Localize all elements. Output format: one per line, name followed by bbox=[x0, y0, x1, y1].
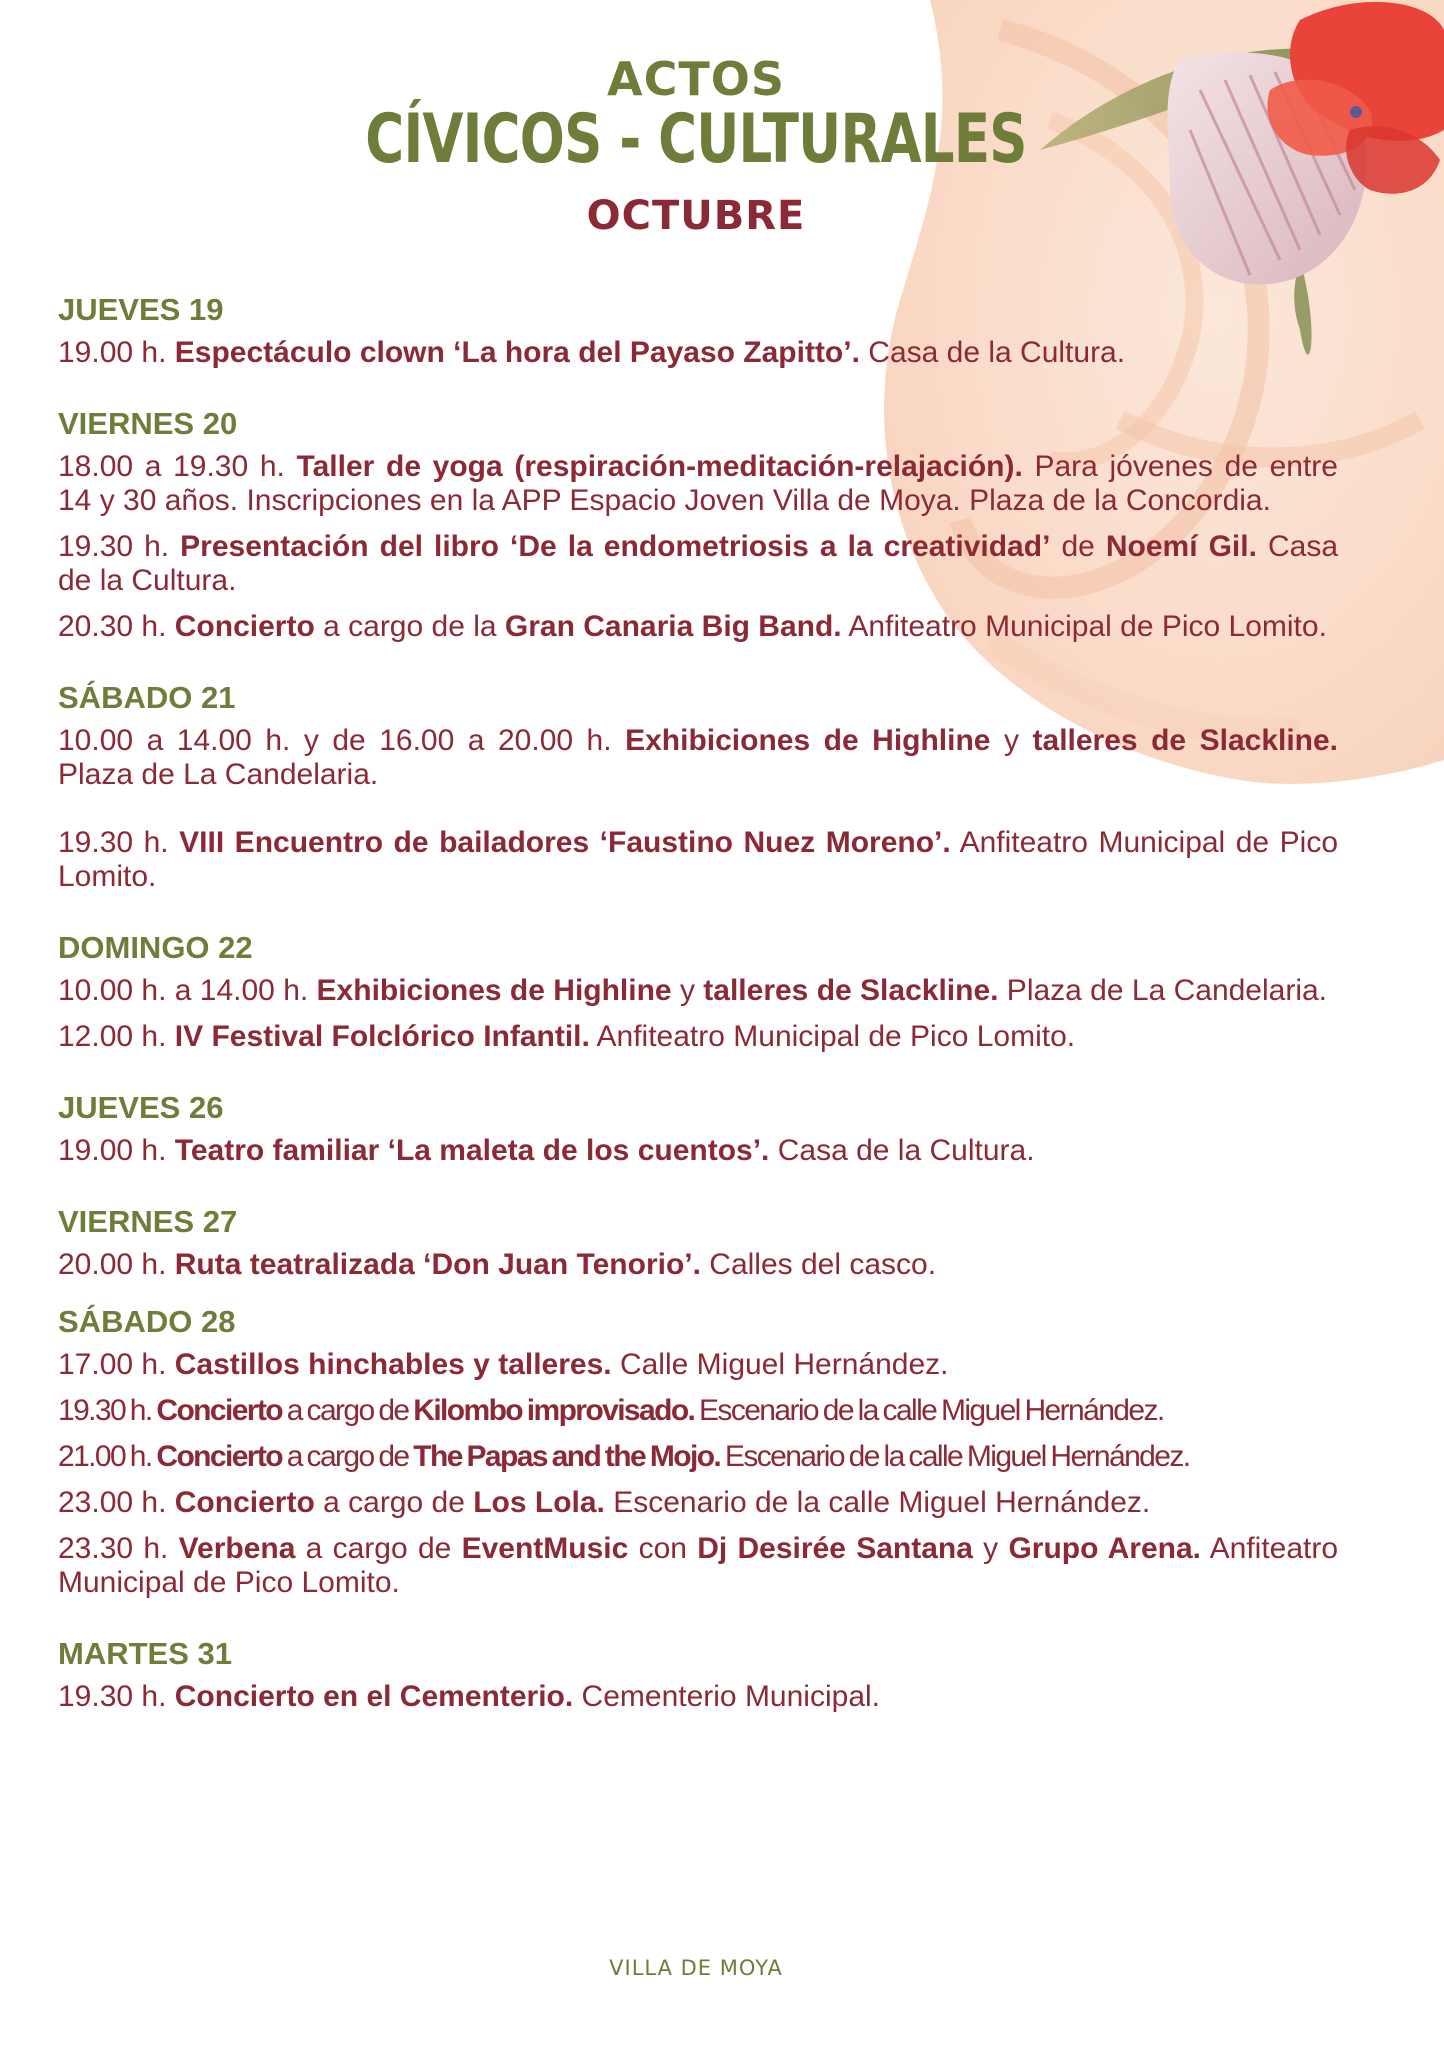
event-time: 19.30 h. bbox=[58, 530, 181, 563]
footer-villa-de-moya: VILLA DE MOYA bbox=[609, 1956, 783, 1980]
event-highlight: IV Festival Folclórico Infantil. bbox=[174, 1020, 590, 1053]
event-item bbox=[58, 450, 1338, 518]
event-highlight: Verbena bbox=[178, 1532, 296, 1565]
event-item bbox=[58, 1348, 1338, 1382]
day-jueves-19 bbox=[58, 290, 1338, 370]
event-time: 19.30 h. bbox=[58, 826, 180, 859]
event-text: Casa de la Cultura. bbox=[58, 530, 1339, 597]
day-title: JUEVES 26 bbox=[58, 1090, 224, 1125]
day-title: JUEVES 19 bbox=[58, 292, 224, 327]
event-highlight: Teatro familiar ‘La maleta de los cuentos’. bbox=[174, 1134, 770, 1167]
event-highlight: Presentación del libro ‘De la endometriosis a la creatividad’ bbox=[180, 530, 1051, 563]
day-title: VIERNES 20 bbox=[58, 406, 238, 441]
event-item bbox=[58, 1680, 1338, 1714]
event-highlight: VIII Encuentro de bailadores ‘Faustino Nuez Moreno’. bbox=[179, 826, 951, 859]
event-time: 20.00 h. bbox=[58, 1248, 175, 1281]
event-highlight: Castillos hinchables y talleres. bbox=[174, 1348, 612, 1381]
event-time: 10.00 h. a 14.00 h. bbox=[58, 974, 317, 1007]
event-text: Para jóvenes de entre 14 y 30 años. Inscripciones en la APP Espacio Joven Villa de Moya. Plaza de la Concordia. bbox=[58, 450, 1338, 517]
event-text: a cargo de la bbox=[314, 610, 505, 643]
title-civicos-culturales: CÍVICOS - CULTURALES bbox=[365, 100, 1027, 179]
event-time: 19.30 h. bbox=[58, 1394, 157, 1427]
event-highlight: Grupo Arena. bbox=[1008, 1532, 1201, 1565]
event-highlight: Exhibiciones de Highline bbox=[625, 724, 991, 757]
event-text: de bbox=[1050, 530, 1106, 563]
event-item bbox=[58, 826, 1338, 894]
event-text: a cargo de bbox=[282, 1394, 414, 1427]
event-text: Anfiteatro Municipal de Pico Lomito. bbox=[58, 1532, 1339, 1599]
event-text: Casa de la Cultura. bbox=[769, 1134, 1035, 1167]
event-text: Calles del casco. bbox=[700, 1248, 937, 1281]
day-viernes-27 bbox=[58, 1202, 1338, 1282]
event-highlight: Dj Desirée Santana bbox=[697, 1532, 973, 1565]
event-item bbox=[58, 1532, 1338, 1600]
event-highlight: Los Lola. bbox=[473, 1486, 605, 1519]
event-text: Anfiteatro Municipal de Pico Lomito. bbox=[841, 610, 1327, 643]
event-highlight: talleres de Slackline. bbox=[703, 974, 999, 1007]
event-highlight: Concierto en el Cementerio. bbox=[174, 1680, 574, 1713]
event-item bbox=[58, 530, 1338, 598]
event-highlight: Gran Canaria Big Band. bbox=[504, 610, 842, 643]
title-actos: ACTOS bbox=[607, 52, 785, 106]
event-item bbox=[58, 1248, 1338, 1282]
event-item bbox=[58, 1440, 1338, 1474]
event-item bbox=[58, 1020, 1338, 1054]
event-highlight: Ruta teatralizada ‘Don Juan Tenorio’. bbox=[174, 1248, 701, 1281]
event-highlight: Taller de yoga (respiración-meditación-relajación). bbox=[296, 450, 1023, 483]
event-time: 23.00 h. bbox=[58, 1486, 175, 1519]
event-time: 19.00 h. bbox=[58, 1134, 175, 1167]
day-title: MARTES 31 bbox=[58, 1636, 232, 1671]
event-item bbox=[58, 1134, 1338, 1168]
event-text: Escenario de la calle Miguel Hernández. bbox=[604, 1486, 1151, 1519]
day-jueves-26 bbox=[58, 1088, 1338, 1168]
event-time: 21.00 h. bbox=[58, 1440, 157, 1473]
event-time: 20.30 h. bbox=[58, 610, 175, 643]
day-title: SÁBADO 21 bbox=[58, 680, 236, 715]
event-text: y bbox=[671, 974, 704, 1007]
event-text: y bbox=[990, 724, 1033, 757]
event-text: Plaza de La Candelaria. bbox=[998, 974, 1328, 1007]
event-highlight: Concierto bbox=[174, 610, 315, 643]
event-item bbox=[58, 974, 1338, 1008]
event-text: con bbox=[628, 1532, 698, 1565]
day-sabado-28 bbox=[58, 1302, 1338, 1600]
event-highlight: The Papas and the Mojo. bbox=[413, 1440, 721, 1473]
event-highlight: Exhibiciones de Highline bbox=[316, 974, 672, 1007]
event-time: 23.30 h. bbox=[58, 1532, 179, 1565]
event-text: a cargo de bbox=[295, 1532, 462, 1565]
event-time: 17.00 h. bbox=[58, 1348, 175, 1381]
schedule-content bbox=[58, 290, 1338, 1726]
event-item bbox=[58, 1394, 1338, 1428]
day-martes-31 bbox=[58, 1634, 1338, 1714]
event-time: 19.00 h. bbox=[58, 336, 175, 369]
event-text: Escenario de la calle Miguel Hernández. bbox=[694, 1394, 1164, 1427]
day-sabado-21 bbox=[58, 678, 1338, 894]
day-viernes-20 bbox=[58, 404, 1338, 644]
event-text: Casa de la Cultura. bbox=[859, 336, 1126, 369]
event-highlight: talleres de Slackline. bbox=[1032, 724, 1339, 757]
event-highlight: Concierto bbox=[156, 1394, 282, 1427]
event-text: a cargo de bbox=[282, 1440, 414, 1473]
event-text: Anfiteatro Municipal de Pico Lomito. bbox=[58, 826, 1338, 893]
event-item bbox=[58, 1486, 1338, 1520]
event-item bbox=[58, 724, 1338, 792]
event-text: Anfiteatro Municipal de Pico Lomito. bbox=[589, 1020, 1076, 1053]
event-text: y bbox=[972, 1532, 1009, 1565]
event-text: Cementerio Municipal. bbox=[573, 1680, 880, 1713]
day-title: DOMINGO 22 bbox=[58, 930, 253, 965]
event-text: Escenario de la calle Miguel Hernández. bbox=[720, 1440, 1190, 1473]
title-month: OCTUBRE bbox=[586, 193, 806, 239]
event-time: 18.00 a 19.30 h. bbox=[58, 450, 297, 483]
event-text: Calle Miguel Hernández. bbox=[611, 1348, 949, 1381]
event-highlight: Espectáculo clown ‘La hora del Payaso Zapitto’. bbox=[174, 336, 860, 369]
event-time: 12.00 h. bbox=[58, 1020, 175, 1053]
event-time: 19.30 h. bbox=[58, 1680, 175, 1713]
day-title: SÁBADO 28 bbox=[58, 1304, 236, 1339]
event-highlight: Concierto bbox=[156, 1440, 282, 1473]
event-highlight: Noemí Gil. bbox=[1105, 530, 1257, 563]
event-item bbox=[58, 336, 1338, 370]
event-item bbox=[58, 610, 1338, 644]
event-highlight: Concierto bbox=[174, 1486, 315, 1519]
day-title: VIERNES 27 bbox=[58, 1204, 238, 1239]
event-highlight: Kilombo improvisado. bbox=[413, 1394, 695, 1427]
event-time: 10.00 a 14.00 h. y de 16.00 a 20.00 h. bbox=[58, 724, 626, 757]
event-highlight: EventMusic bbox=[461, 1532, 629, 1565]
event-text: Plaza de La Candelaria. bbox=[58, 758, 379, 791]
event-text: a cargo de bbox=[314, 1486, 474, 1519]
day-domingo-22 bbox=[58, 928, 1338, 1054]
